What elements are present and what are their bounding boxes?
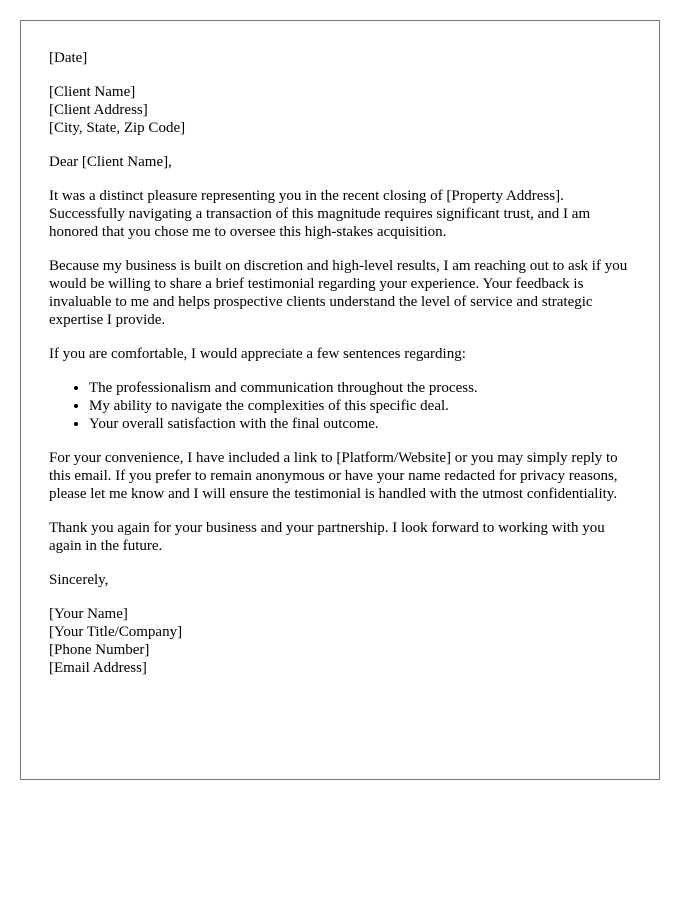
- list-item: • The professionalism and communication throughout the process.: [89, 379, 633, 397]
- signature-block: [49, 605, 633, 677]
- signature-email: [Email Address]: [49, 660, 147, 676]
- letter-body: [49, 49, 633, 693]
- paragraph-thanks: Thank you again for your business and your partnership. I look forward to working with you again in the future.: [49, 520, 605, 554]
- closing: Sincerely,: [49, 572, 109, 588]
- recipient-address: [Client Address]: [49, 102, 148, 118]
- paragraph-request: Because my business is built on discretion and high-level results, I am reaching out to ask if you would be willing to share a brief testimonial regarding your experience. Your feedback is invaluable to me and helps prospective clients understand the level of service and strategic expertise I provide.: [49, 258, 628, 328]
- signature-name: [Your Name]: [49, 606, 128, 622]
- list-item: • Your overall satisfaction with the final outcome.: [89, 415, 633, 433]
- paragraph-intro: It was a distinct pleasure representing you in the recent closing of [Property Address]. Successfully navigating a transaction of this magnitude requires significant trust, and I am honored that you chose me to oversee this high-stakes acquisition.: [49, 188, 591, 240]
- letter-page: [20, 20, 660, 780]
- paragraph-topics-lead: If you are comfortable, I would appreciate a few sentences regarding:: [49, 346, 466, 362]
- salutation: Dear [Client Name],: [49, 154, 172, 170]
- signature-title-company: [Your Title/Company]: [49, 624, 183, 640]
- topics-list: [49, 379, 633, 433]
- signature-phone: [Phone Number]: [49, 642, 150, 658]
- recipient-name: [Client Name]: [49, 84, 136, 100]
- letter-date: [Date]: [49, 50, 88, 66]
- paragraph-convenience: For your convenience, I have included a link to [Platform/Website] or you may simply reply to this email. If you prefer to remain anonymous or have your name redacted for privacy reasons, please let me know and I will ensure the testimonial is handled with the utmost confidentiality.: [49, 450, 618, 502]
- list-item: • My ability to navigate the complexities of this specific deal.: [89, 397, 633, 415]
- recipient-city-state-zip: [City, State, Zip Code]: [49, 120, 186, 136]
- recipient-block: [49, 83, 633, 137]
